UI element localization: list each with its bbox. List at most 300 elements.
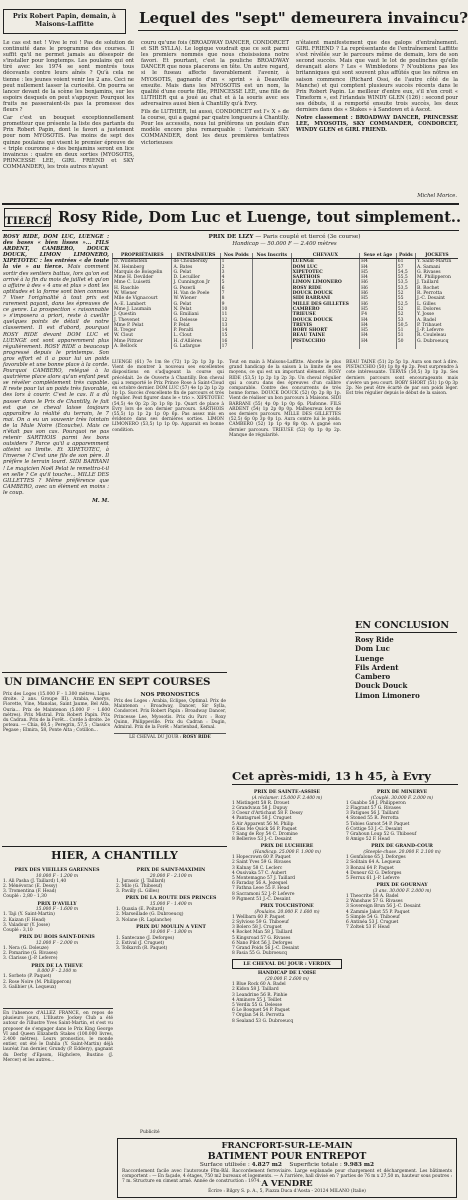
race-subtitle: — Paris couplé et tiercé (3e course)	[255, 234, 361, 240]
dimanche-cheval-label: LE CHEVAL DU JOUR :	[129, 735, 182, 741]
race-line: 2 Grandvaux 58 J. Dupuy	[232, 806, 288, 811]
table-cell: 52	[396, 312, 415, 317]
table-cell: A.-E. Lambert	[113, 302, 172, 307]
table-cell: de Choubersky	[172, 259, 220, 265]
table-header-cell: Nos Inscrits	[252, 253, 291, 259]
race-line: 6 Le Bosquet 54 P. Paquet	[232, 1008, 290, 1014]
table-cell: G. Dubroeucq	[415, 339, 458, 344]
race-line: 8 Sacramoni 52 J.-P. Lefevre	[232, 891, 295, 897]
table-cell: 52,5	[396, 302, 415, 307]
table-cell: H4	[360, 275, 397, 280]
table-cell: SARTHOIS	[291, 275, 360, 280]
table-cell: Mlle de Vignacourt	[113, 296, 172, 301]
table-cell: A. Badel	[415, 318, 458, 323]
table-cell: 15	[220, 333, 252, 338]
table-cell: H. Van de Poele	[172, 291, 220, 296]
table-cell: 9	[220, 302, 252, 307]
table-cell: DOM LUC	[291, 265, 360, 270]
race-line: 5 Simple 54 G. Thiboeuf	[346, 914, 400, 920]
race-line: 1 Blue Rock 60 A. Badel	[232, 982, 286, 988]
table-cell: 14	[220, 328, 252, 333]
table-cell: G. Pelat	[172, 302, 220, 307]
race-line: 7 Zoltek 53 F. Head	[346, 925, 390, 931]
table-cell: 52	[396, 291, 415, 296]
table-cell: L. Clout	[172, 333, 220, 338]
table-cell: SIDI BARRANI	[291, 296, 360, 301]
evry-cheval-name: VERDIX	[308, 961, 331, 968]
article-col-1	[3, 40, 134, 200]
race-line: 7 Sang de Roy 54 C. Dromine	[232, 832, 298, 838]
race-line: 3. Nolane (R. Laplanche)	[116, 917, 172, 923]
race-line: 1. Jurassic (J. Taillard)	[116, 878, 166, 884]
race-line: 2 Kidon 58 J. Taillard	[232, 987, 279, 993]
race-header	[112, 234, 457, 248]
table-cell: 55,5	[396, 275, 415, 280]
kicker-box	[3, 9, 126, 34]
table-cell: 13	[220, 323, 252, 328]
race-line: 2 Solitain 64 A. Lequeux	[346, 860, 401, 866]
table-cell: F4	[360, 312, 397, 317]
race-line: 8 Amigo 52 F. Head	[346, 837, 390, 843]
table-cell: W. Wiener	[172, 296, 220, 301]
table-cell: R. Treger	[113, 328, 172, 333]
race-line: 5 Air Apparent 56 M. Philip	[232, 821, 294, 827]
table-cell: 53	[396, 318, 415, 323]
race-title: PRIX DE LIZY	[208, 234, 254, 240]
table-cell: H5	[360, 270, 397, 275]
race-line: 1. Nera (G. Doleuze)	[3, 946, 49, 952]
race-line: 5 Tobies Garsot 54 P. Paquet	[346, 821, 410, 827]
evry-col-right	[346, 788, 458, 930]
table-cell: 53,5	[396, 280, 415, 285]
table-header-cell: PROPRIÉTAIRES	[113, 253, 172, 259]
table-cell: 6	[220, 286, 252, 291]
ad-surface1: 4.827 m2	[251, 1162, 282, 1168]
table-cell: N. Pelat	[172, 307, 220, 312]
headline-rule	[138, 30, 458, 31]
ad-surface2: 9.983 m2	[343, 1162, 375, 1168]
headline: Lequel des "sept" demeurera invaincu?	[139, 9, 468, 27]
race-line: 6 Faraday 56 A. Jezequel	[232, 881, 288, 887]
dimanche-cheval: ROSY RIDE	[182, 735, 211, 741]
table-cell: 5	[220, 280, 252, 285]
table-cell: R. Couleleau	[415, 333, 458, 338]
race-line: 2 Wanshaw 57 G. Rivases	[346, 899, 403, 905]
conclusion-horse: Rosy Ride	[355, 635, 394, 644]
table-cell: P. Tribauet	[415, 323, 458, 328]
table-cell: A. Bellock	[113, 344, 172, 349]
table-cell: 55	[396, 296, 415, 301]
notes-col-1-text: LUENGE (61) 7e 1m 8e (72) 1p 2p 1p 3p 1p. Vient de montrer à nouveau ses excellentes dispositions en s'adjugeant la course qui précédait. 2e de Ouverte à Chantilly. Bon cheval qui a remporté le Prix Prince Rose à Saint-Cloud en octobre dernier. DOM LUC (57) 4e 1p 2p 1p 2p 1p 1p. Succès d'excellente fin de parcours et très régulier. Peut figurer dans le « trio ». XIPETOTEC (54,5) 4e 0p 2p 3p 1p 8p 1p. Quart de place à Evry lors de son dernier parcours. SARTHOIS (55,5) 1p 1p 2p 1p 0p 6p. Pas assez mis en évidence dans ses dernières sorties. LIMON LIMONERO (53,5) 1p 1p 0p. Apparait en bonne condition.	[112, 360, 224, 433]
section-divider	[2, 203, 459, 205]
table-cell: 16	[220, 339, 252, 344]
race-line: 2. Estival (J. Cruguet)	[116, 940, 165, 946]
table-cell: B. Rochet	[415, 286, 458, 291]
conclusion-horse: Douck Douck	[355, 681, 408, 691]
runners-table	[112, 253, 458, 349]
article-col-3	[296, 40, 458, 192]
conclusion-horse: Limon Limonero	[355, 690, 420, 700]
race-conditions: 8.000 F - 2.100 m	[37, 969, 77, 975]
table-cell: H4	[360, 259, 397, 265]
race-name: PRIX DU MOULIN A VENT	[136, 924, 206, 930]
race-line: 1. Quaxia (E. Poitard)	[116, 907, 165, 913]
race-conditions: (3 ans. 30.000 F. 2.000 m)	[372, 888, 432, 894]
tierce-intro-signature: M. M.	[92, 498, 109, 505]
table-cell: Marquis de Boisgelin	[113, 270, 172, 275]
dimanche-body-text: Prix des Loges (15.000 F - 1.300 mètres. Ligne droite. 2 ans. Groupe III). Arabia, Anerys, Fiorette, Vine, Manolas, Saint Jaume, Bel Alfa, Ouria... Prix de Maintenon (5.000 F - 1.600 mètres). Prix Mistral. Prix Robert Papin. Prix du Cadran. Prix de la Forêt... Corde à droite. 2e poteau. — Chia, 60,5 ; Peregrin, 57,5 ; Classics Pegase ; Elmira, 58, Ponte Alta ; Cotillon...	[3, 692, 110, 734]
race-line: 1 Guabbo 58 J. Philipperon	[346, 800, 406, 806]
race-name: HANDICAP DE L'OISE	[257, 971, 317, 977]
article-col-2-text: couru qu'une fois (BROADWAY DANCER, CONDORCET et SIR SYLLA). Le logique voudrait que ce soit parmi les premiers nommés que nous choisissions notre favori. Et pourtant, c'est la pouliche BROADWAY DANCER que nous placerons en tête. Un autre regard, si le fuseau affecte favorablement l'avenir, à MYOSOTIS, gagnante d'un « sprint » à Deauville ensuite. Mais dans les MYOSOTIS est un nom, la qualité d'une courte fille, PRINCESSE LEE, une fille de LUTHIER qui a joué au chat et à la souris avec ses adversaires aussi bien à Chantilly qu'à Evry.	[141, 40, 289, 107]
race-line: 9 Pigment 51 J.-C. Desaint	[232, 896, 291, 902]
table-cell: 10	[220, 307, 252, 312]
race-line: 1. Santecane (J. Deforges)	[116, 935, 175, 941]
table-cell: E. Dolores	[415, 307, 458, 312]
race-line: 2 Flagrant 57 G. Rivases	[346, 806, 401, 811]
table-cell: H. Raschle	[113, 286, 172, 291]
table-cell: LIMON LIMONERO	[291, 280, 360, 285]
race-conditions: (A réclamer. 15.000 F. 2.400 m)	[251, 795, 323, 801]
race-line: 7 Grand Poids 56 J.-C. Desaint	[232, 946, 299, 952]
table-cell: 51	[396, 328, 415, 333]
race-line: 6 Antinéa 53 J. Cruguet	[346, 920, 399, 926]
notes-col-3	[346, 360, 458, 610]
race-line: 1. Ali Pasha (J. Taillard) 1,40	[3, 878, 67, 884]
notes-col-2	[229, 360, 341, 765]
chantilly-top-rule	[2, 846, 227, 847]
race-name: PRIX TOUCHSTONE	[260, 904, 314, 910]
race-line: 2 Saint Yves 59 G. Rivases	[232, 860, 291, 866]
table-cell: G. Delesse	[172, 318, 220, 323]
notes-col-3-text: BEAU TAINE (51) 2p 5p 1p. Aura son mot à dire. PISTACCHIO (50) 1p 0p 4p 2p. Peut surprendre à cote intéressante. TERVIS (50,5) 3p 1p 3p. Ses derniers parcours sont encourageants mais s'avère un peu court. BOBY SHORT (51) 1p 0p 3p 2p. Ne peut être écarté de par son poids léger. Est très régulier depuis le début de la saison.	[346, 360, 458, 397]
pronostics-col	[114, 692, 226, 842]
race-line: 3. Tromentina (F. Head)	[3, 889, 57, 895]
race-line: 2. Milo (G. Thiboeuf)	[116, 884, 163, 889]
race-line: 7 Grahoun Loup 52 G. Thiboeuf	[346, 832, 417, 838]
table-cell: M. Philipperon	[415, 275, 458, 280]
table-cell: H4	[360, 265, 397, 270]
table-cell: D. Wildenstein	[113, 259, 172, 265]
table-cell: CAMBERO	[291, 307, 360, 312]
table-cell: Mme C. Luisetti	[113, 280, 172, 285]
table-cell: H6	[360, 291, 397, 296]
tierce-rule	[2, 230, 459, 231]
runners-table-wrap	[112, 253, 458, 349]
table-cell: ROSY RIDE	[291, 286, 360, 291]
table-header-cell: JOCKEYS	[415, 253, 458, 259]
table-cell: J.-P. Lefevre	[415, 328, 458, 333]
chantilly-col-right	[116, 866, 226, 951]
race-line: 3. Pavilly (L. Gilles)	[116, 889, 160, 895]
race-line: 6 Kiss Me Quick 56 P. Paquet	[232, 826, 297, 832]
conclusion-horse: Cambero	[355, 672, 391, 682]
race-line: 3 Sovereign Brun 56 J.-C. Desaint	[346, 904, 421, 910]
race-conditions: 15.000 F - 1.600 m	[35, 907, 79, 913]
race-line: 4 Pantagruel 58 J. Cruguet	[232, 816, 292, 822]
table-cell: Mme P. Pelat	[113, 323, 172, 328]
race-line: 6 Cottige 53 J.-C. Desaint	[346, 826, 403, 832]
table-cell: J. Thevenet	[113, 318, 172, 323]
chantilly-title: HIER, A CHANTILLY	[51, 849, 178, 862]
table-cell: H5	[360, 296, 397, 301]
race-line: 2. Marseillade (G. Dubroeucq)	[116, 912, 184, 918]
table-header-cell: Poids	[396, 253, 415, 259]
race-conditions: (Poulains. 20.000 F. 1.600 m)	[254, 909, 320, 915]
race-name: PRIX DE LA THEVE	[31, 963, 83, 969]
table-cell: P. Pelat	[172, 323, 220, 328]
table-cell: H6	[360, 302, 397, 307]
table-cell: J.-C. Desaint	[415, 296, 458, 301]
race-line: 3. Galibier (A. Lequeux)	[3, 984, 57, 990]
tierce-intro-lead: ROSY RIDE, DOM LUC, LUENGE : des bases « bien lisses »... FILS ARDENT, CAMBERO, DOUCK DOUCK, LIMON LIMONERO, XIPETOTEC : les entrées « de toute la vie » au tierce.	[3, 234, 109, 271]
race-line: 5 Montemagno 57 J. Taillard	[232, 876, 296, 882]
table-cell: 12	[220, 318, 252, 323]
table-cell: XIPETOTEC	[291, 270, 360, 275]
table-cell: H5	[360, 328, 397, 333]
table-cell: H6	[360, 280, 397, 285]
tierce-headline: Rosy Ride, Dom Luc et Luenge, tout simplement..	[58, 209, 462, 226]
table-cell: 17	[220, 344, 252, 349]
evry-banner: Cet après-midi, 13 h 45, à Evry	[232, 768, 458, 785]
race-line: 3. Tolkarch (R. Paquet)	[116, 946, 168, 952]
race-line: 8 Bellerive 53 J.-C. Desaint	[232, 837, 292, 843]
table-cell: 53,5	[396, 286, 415, 291]
evry-col-left	[232, 788, 342, 1024]
race-conditions: 12.000 F - 2.000 m	[35, 940, 79, 946]
race-line: Couplé : 2,80 - 1,30	[3, 894, 47, 900]
england-col	[3, 1008, 113, 1129]
table-cell: H5	[360, 307, 397, 312]
chantilly-col-left	[3, 866, 111, 990]
ad-details: Raccordement facile avec l'autoroute Ffm-Bâl. Raccordement ferroviaire. Large esplanade pour chargement et déchargement. Les bâtiments comportent : — En façade, 4 étages, 750 m2 bureaux et logements. — A l'arrière, hall divisé en 7 parties de 76 m x 27,50 m, hauteur sous poutres : 7 m. Structure en ciment armé. Année de construction : 1974.	[122, 1169, 452, 1185]
race-name: PRIX DE SAINTE-ASSISE	[253, 790, 321, 795]
race-name: PRIX DE LUCHIERE	[260, 844, 314, 850]
table-cell: DOUCK DOUCK	[291, 291, 360, 296]
table-cell: G. Rivases	[415, 270, 458, 275]
table-cell: 50,5	[396, 323, 415, 328]
race-name: PRIX DU BOIS SAINT-DENIS	[19, 935, 95, 941]
table-cell: J. Cunnington Jr	[172, 280, 220, 285]
conclusion-horse: Luenge	[355, 653, 384, 663]
table-cell: L. Gilles	[415, 302, 458, 307]
table-cell: Mme H. Devilder	[113, 275, 172, 280]
race-line: 4 Zammie Jakot 55 P. Paquet	[346, 909, 410, 915]
table-cell: 2	[220, 265, 252, 270]
race-line: 4 Aminore 55 J. Teillet	[232, 997, 282, 1003]
table-cell: DOUCK DOUCK	[291, 318, 360, 323]
article-col-2	[141, 40, 289, 200]
race-line: 5 Ferrux 61 J.-P. Lefevre	[346, 876, 400, 882]
table-cell: 11	[220, 312, 252, 317]
table-cell: G. Lafargue	[172, 344, 220, 349]
race-line: 2 Sylvioso 59 G. Thiboeuf	[232, 920, 289, 926]
race-line: 4 Ousivaka 57 C. Aubert	[232, 870, 287, 876]
table-cell: 51	[396, 333, 415, 338]
table-cell: 3	[220, 270, 252, 275]
race-line: 4 Doneur 62 G. Deforges	[346, 870, 402, 876]
table-cell: 1	[220, 259, 252, 265]
tierce-label	[4, 208, 51, 227]
race-line: 3 Bolero 58 J. Cruguet	[232, 925, 282, 931]
table-cell: MILLE DES GILLETES	[291, 302, 360, 307]
article-col-3b-text: Notre classement : BROADWAY DANCER, PRINCESSE LEE, MYOSOTIS, SKY COMMANDER, CONDORCET, WINDY GLEN et GIRL FRIEND.	[296, 115, 458, 134]
conclusion-box	[355, 620, 457, 700]
race-name: PRIX DE GRAND-COUR	[371, 844, 433, 850]
table-cell: H. d'Allières	[172, 339, 220, 344]
race-name: PRIX D'AVILLY	[37, 901, 77, 907]
race-line: 3 Fatigues 56 J. Taillard	[346, 811, 399, 817]
race-line: 6 Nano Pilot 56 J. Deforges	[232, 940, 293, 946]
race-line: 2. Rose Noire (M. Philipperon)	[3, 979, 72, 985]
table-header-cell: ENTRAÎNEURS	[172, 253, 220, 259]
table-cell: J. Taillard	[415, 280, 458, 285]
race-line: 4 Rocket Man 58 J. Taillard	[232, 930, 293, 936]
tierce-intro	[3, 234, 109, 664]
table-cell: H4	[360, 339, 397, 344]
table-cell: 61	[396, 259, 415, 265]
race-name: PRIX DE SAINT-MAXIMIN	[136, 868, 206, 873]
table-cell: W. Clout	[113, 333, 172, 338]
race-conditions: Handicap — 50.000 F — 2.400 mètres	[232, 241, 337, 247]
tierce-intro-body: Mais comment sortir des sentiers battus, lors qu'on est arrivé à la fin du mois de juillet et qu'on a affaire à des « 4 ans et plus » dont les aptitudes et la forme sont bien connues ? Viser l'originalité à tout prix est rarement payant, dans les épreuves de ce genre. La prospection « raisonnable » s'imposera a priori, reste à cueillir quelques points de détail de notre classement. Il est d'abord, pourquoi ROSY RIDE devant DOM LUC et LUENGE ont sont apparemment plus régulièrement. ROSY RIDE a beaucoup progressé depuis le printemps. Son gros effort et il a pour lui un poids favorable et une bonne place à la corde. Pourquoi CAMBERO, relégué à la quatrième place alors qu'un enfant peut se révéler complètement très capable. Il reste pour lui un poids très favorable, des lors à courir. C'est le cas. Il a dû passer dans le Prix de Chantilly, le fait est que ce cheval laisse toujours apparaître la réalité du terrain, le 7 mai. On a eu un souvenir très lointain de la Mule Noire (Ecouche). Mais ce n'était pas son cas. Pourquoi ne pas retenir SARTHOIS parmi les bons outsiders ? Parce qu'il a apparemment atteint sa limite. Et XIPETOTEC, à l'inverse ? C'est une fils de son père. Il préfère le terrain lourd. SIDI BARRANI ! Le magicien Noël Pelat le remettra-t-il en selle ? Ce qu'il touche... MILLE DES GILLETTES ? Même préférence que CAMBERO, avec un élément en moins : le coup.	[3, 264, 109, 496]
table-cell: 4	[220, 275, 252, 280]
race-conditions: 20.000 F - 2.100 m	[149, 873, 193, 879]
race-conditions: (20.000 F. 2.600 m)	[265, 977, 309, 983]
table-cell: PISTACCHIO	[291, 339, 360, 344]
table-cell: W. Wiener	[113, 291, 172, 296]
race-line: 3. Valadour (Y. Josse)	[3, 922, 50, 928]
race-conditions: (Couplé. 30.000 F. 2.000 m)	[371, 795, 433, 801]
table-cell	[252, 344, 291, 349]
table-cell: H4	[360, 333, 397, 338]
table-cell: 8	[220, 296, 252, 301]
ad-sale: A VENDRE	[261, 1179, 313, 1189]
signature: Michel Morice.	[417, 193, 457, 199]
pronostics-text: Prix des Loges : Arabia, Eclipse, Optimal. Prix de Maintenon : Broadway, Dancer, Sir Sylla, Condorcet. Prix Robert Papin : Broadway Dancer, Princesse Lee, Myosotis. Prix du Parc : Roxy Quinn, Philippeville. Prix du Cadran : Dugin, Admiral. Prix de la Forêt : Marienbad, Kemal.	[114, 699, 226, 731]
table-cell: 54,5	[396, 270, 415, 275]
kicker-text: Prix Robert Papin, demain, à Maisons-Laffitte	[12, 12, 117, 28]
table-cell: TREVIS	[291, 323, 360, 328]
evry-cheval-label: LE CHEVAL DU JOUR :	[243, 961, 307, 968]
conclusion-list	[355, 635, 457, 700]
pronostics-title: NOS PRONOSTICS	[140, 692, 200, 698]
race-line: 3. Clarisse (J.-P. Lefevre)	[3, 956, 58, 962]
table-cell: Y. Saint-Martin	[415, 259, 458, 265]
england-text: En l'absence d'ALLEZ FRANCE, en repos de plusieurs jours, L'Illustre Jockey Club a été autour de l'illustre Yves Saint-Martin, et s'est vu proposer de s'engager dans le Prix King George VI and Queen Elizabeth Stakes (100.000 livres, 2.400 mètres). Leurs pronostics, le monde entier, ont été le Dahlia (Y. Saint-Martin) déjà lauréat l'an dernier, Grundy (P. Eddery), gagnant du Derby d'Epsom, Highclere, Bustino (J. Mercer) et les autres...	[3, 1011, 113, 1063]
table-cell: D. Lecuiller	[172, 275, 220, 280]
race-line: 1 Wellbarn 60 P. Paquet	[232, 914, 285, 920]
table-cell: 7	[220, 291, 252, 296]
ad-city: FRANCFORT-SUR-LE-MAIN	[221, 1141, 353, 1151]
table-cell: J. Questin	[113, 312, 172, 317]
article-col-1-text: Le cas est net ! Vive le roi ! Pas de solution de continuité dans le programme des courses. Il suffit qu'il ne permet jamais au désespoir de s'installer pour longtemps. Les poulains qui ont tiré avec les 1974 se sont montrés tous décevants contre leurs aînés ? Qu'à cela ne tienne : les jeunes voient venir les 2 ans. Ceci ne peut nullement lasser la curiosité. On pourra se lancer devant de la scène les benjamins, sur les espoirs desquels on peut s'appuyer. Pourquoi les fruits ne passeraient-ils pas la promesse des fleurs ?	[3, 40, 134, 114]
race-name: PRIX DE GOURNAY	[376, 883, 428, 889]
article-col-3-text: n'étaient manifestement que des galops d'entraînement. GIRL FRIEND ? La représentante de l'entraînement Laffitte s'est révélée sur le parcours même de demain, lors de son second succès. Mais que vaut le lot de poulinches qu'elle devançait alors ? Les « Wimbledons ? N'oublions pas les britanniques qui sont souvent plus affûtés que les nôtres en saison commence (Richard Ossi, de l'autre côté de la Manche) et qui comptent plusieurs succès récents dans le Prix Robert Papin. Le meilleur d'entre eux, s'il n'en croit « Timeform », est l'irlandais WINDY GLEN (126) : second pour ses débuts, il a remporté ensuite trois succès, les deux derniers dans des « Stakes » à Sandown et à Ascot.	[296, 40, 458, 114]
race-line: 2. Kaizan (F. Head)	[3, 917, 46, 923]
table-cell: H4	[360, 323, 397, 328]
table-cell: BEAU TAINE	[291, 333, 360, 338]
table-cell: H6	[360, 286, 397, 291]
table-cell: LUENGE	[291, 259, 360, 265]
table-cell: 52	[396, 307, 415, 312]
race-line: 3 Bonzai 64 P. Paquet	[346, 865, 394, 871]
race-line: 8 Sealand 53 G. Dubroeucq	[232, 1018, 294, 1024]
table-cell: TRIEUSE	[291, 312, 360, 317]
table-body	[113, 259, 459, 350]
conclusion-title: EN CONCLUSION	[355, 620, 457, 633]
dimanche-title: UN DIMANCHE EN SEPT COURSES	[4, 676, 211, 688]
race-line: 2. Pomarine (G. Rivases)	[3, 951, 58, 957]
race-conditions: 10.000 F - 1.200 m	[35, 873, 79, 879]
table-cell: A. Samani	[415, 265, 458, 270]
notes-col-2-text: Tout en main à Maisons-Laffitte. Aborde le plus grand handicap de la saison à la limite de ses moyens, ce qui est un important élément. ROSY RIDE (53,5) 1p 2p 1p 2p 3p. Un cheval régulier qui a couru dans des épreuves d'un calibre comparable. Contre des concurrents de très bonne forme. DOUCK DOUCK (52) 0p 2p 8p 1p. Vient de réaliser un bon parcours à Maisons. SIDI BARRANI (55) 4p 0p 1p 0p 6p. Plafonne. FILS ARDENT (54) 1p 2p 0p 0p. Malheureux lors de ses derniers parcours. MILLE DES GILLETTES (52,5) 6p 0p 3p 0p 1p. Aura contre lui le poids. CAMBERO (52) 1p 1p 4p 8p 0p. A gagné son dernier parcours. TRIEUSE (52) 0p 1p 0p 2p. Manque de régularité.	[229, 360, 341, 438]
table-header-cell: Sexe et âge	[360, 253, 397, 259]
table-header-cell: CHEVAUX	[291, 253, 360, 259]
table-cell: R. Perrotta	[415, 291, 458, 296]
conclusion-horse: Dom Luc	[355, 644, 390, 654]
table-cell: BOBY SHORT	[291, 328, 360, 333]
table-cell: G. Pezerli	[172, 286, 220, 291]
table-cell: Mme J. Laumain	[113, 307, 172, 312]
table-cell: P. Peralti	[172, 328, 220, 333]
race-line: 4 Stoned 55 R. Perrotta	[346, 816, 399, 822]
race-line: 3 Coeur d'Artichaut 58 F. Dessy	[232, 811, 303, 817]
table-cell: H4	[360, 318, 397, 323]
table-header-cell: Nos Poids	[220, 253, 252, 259]
race-line: 8 Fasia 55 G. Dubroeucq	[232, 951, 287, 957]
race-line: 3 Kalnay 58 C. Leclerc	[232, 865, 283, 871]
race-name: PRIX DE MINERVE	[376, 790, 428, 795]
race-line: 1 Theocrite 58 A. Badel	[346, 894, 399, 900]
race-conditions: (Handicap. 25.000 F. 1.900 m)	[253, 850, 321, 856]
dimanche-top-rule	[2, 672, 227, 673]
race-line: 7 Orglan 54 R. Perrotta	[232, 1013, 285, 1019]
race-line: 1 Hopecrown 60 P. Paquet	[232, 855, 291, 861]
race-line: Couplé : 3,10	[3, 928, 33, 934]
ad-header: Publicité	[140, 1130, 160, 1135]
race-line: 2. Ménévorac (E. Dessy)	[3, 884, 58, 889]
race-line: 1. Taji (Y. Saint-Martin)	[3, 912, 55, 918]
table-row	[113, 344, 459, 349]
race-line: 3 Leandrine 56 R. Pinhie	[232, 992, 288, 998]
race-conditions: 15.000 F - 1.400 m	[149, 902, 193, 907]
conclusion-horse: Fils Ardent	[355, 662, 399, 672]
dimanche-body	[3, 692, 110, 842]
table-cell	[360, 344, 397, 349]
table-cell	[415, 344, 458, 349]
table-cell: Mme Pittner	[113, 339, 172, 344]
race-line: 1. Sorbeto (P. Paquet)	[3, 974, 52, 980]
ad-box	[117, 1138, 457, 1198]
table-cell: 57	[396, 265, 415, 270]
race-line: 7 Fathna Leoe 55 F. Head	[232, 886, 290, 892]
race-name: PRIX DES VIEILLES GARENNES	[14, 868, 100, 873]
race-line: 1 Mistingett 58 R. Drouet	[232, 800, 290, 806]
ad-surface2-label: Superficie totale :	[289, 1162, 342, 1168]
race-name: PRIX DE LA ROUTE DES PRINCES	[125, 896, 217, 902]
table-cell: 50	[396, 339, 415, 344]
ad-contact: Écrire : Bilgry S. p. A., 5, Piazza Duca d'Aosta - 20124 MILANO (Italie)	[208, 1189, 366, 1194]
table-cell: G. Pelat	[172, 270, 220, 275]
evry-cheval-du-jour	[232, 959, 342, 969]
table-cell	[291, 344, 360, 349]
race-conditions: 10.000 F - 1.800 m	[149, 930, 193, 936]
table-cell	[396, 344, 415, 349]
race-line: 1 Gonfalone 65 J. Deforges	[346, 855, 406, 861]
table-cell: A. Bates	[172, 265, 220, 270]
article-col-2b-text: Fils de LUTHIER, lui aussi, CONDORCET est l'« X » de la course, qui a gagné par quatre longueurs à Chantilly. Pour les accessits, nous lui préférons un poulain d'un modèle encore plus remarquable : l'américain SKY COMMANDER, dont les deux premières tentatives victorieuses	[141, 109, 289, 146]
